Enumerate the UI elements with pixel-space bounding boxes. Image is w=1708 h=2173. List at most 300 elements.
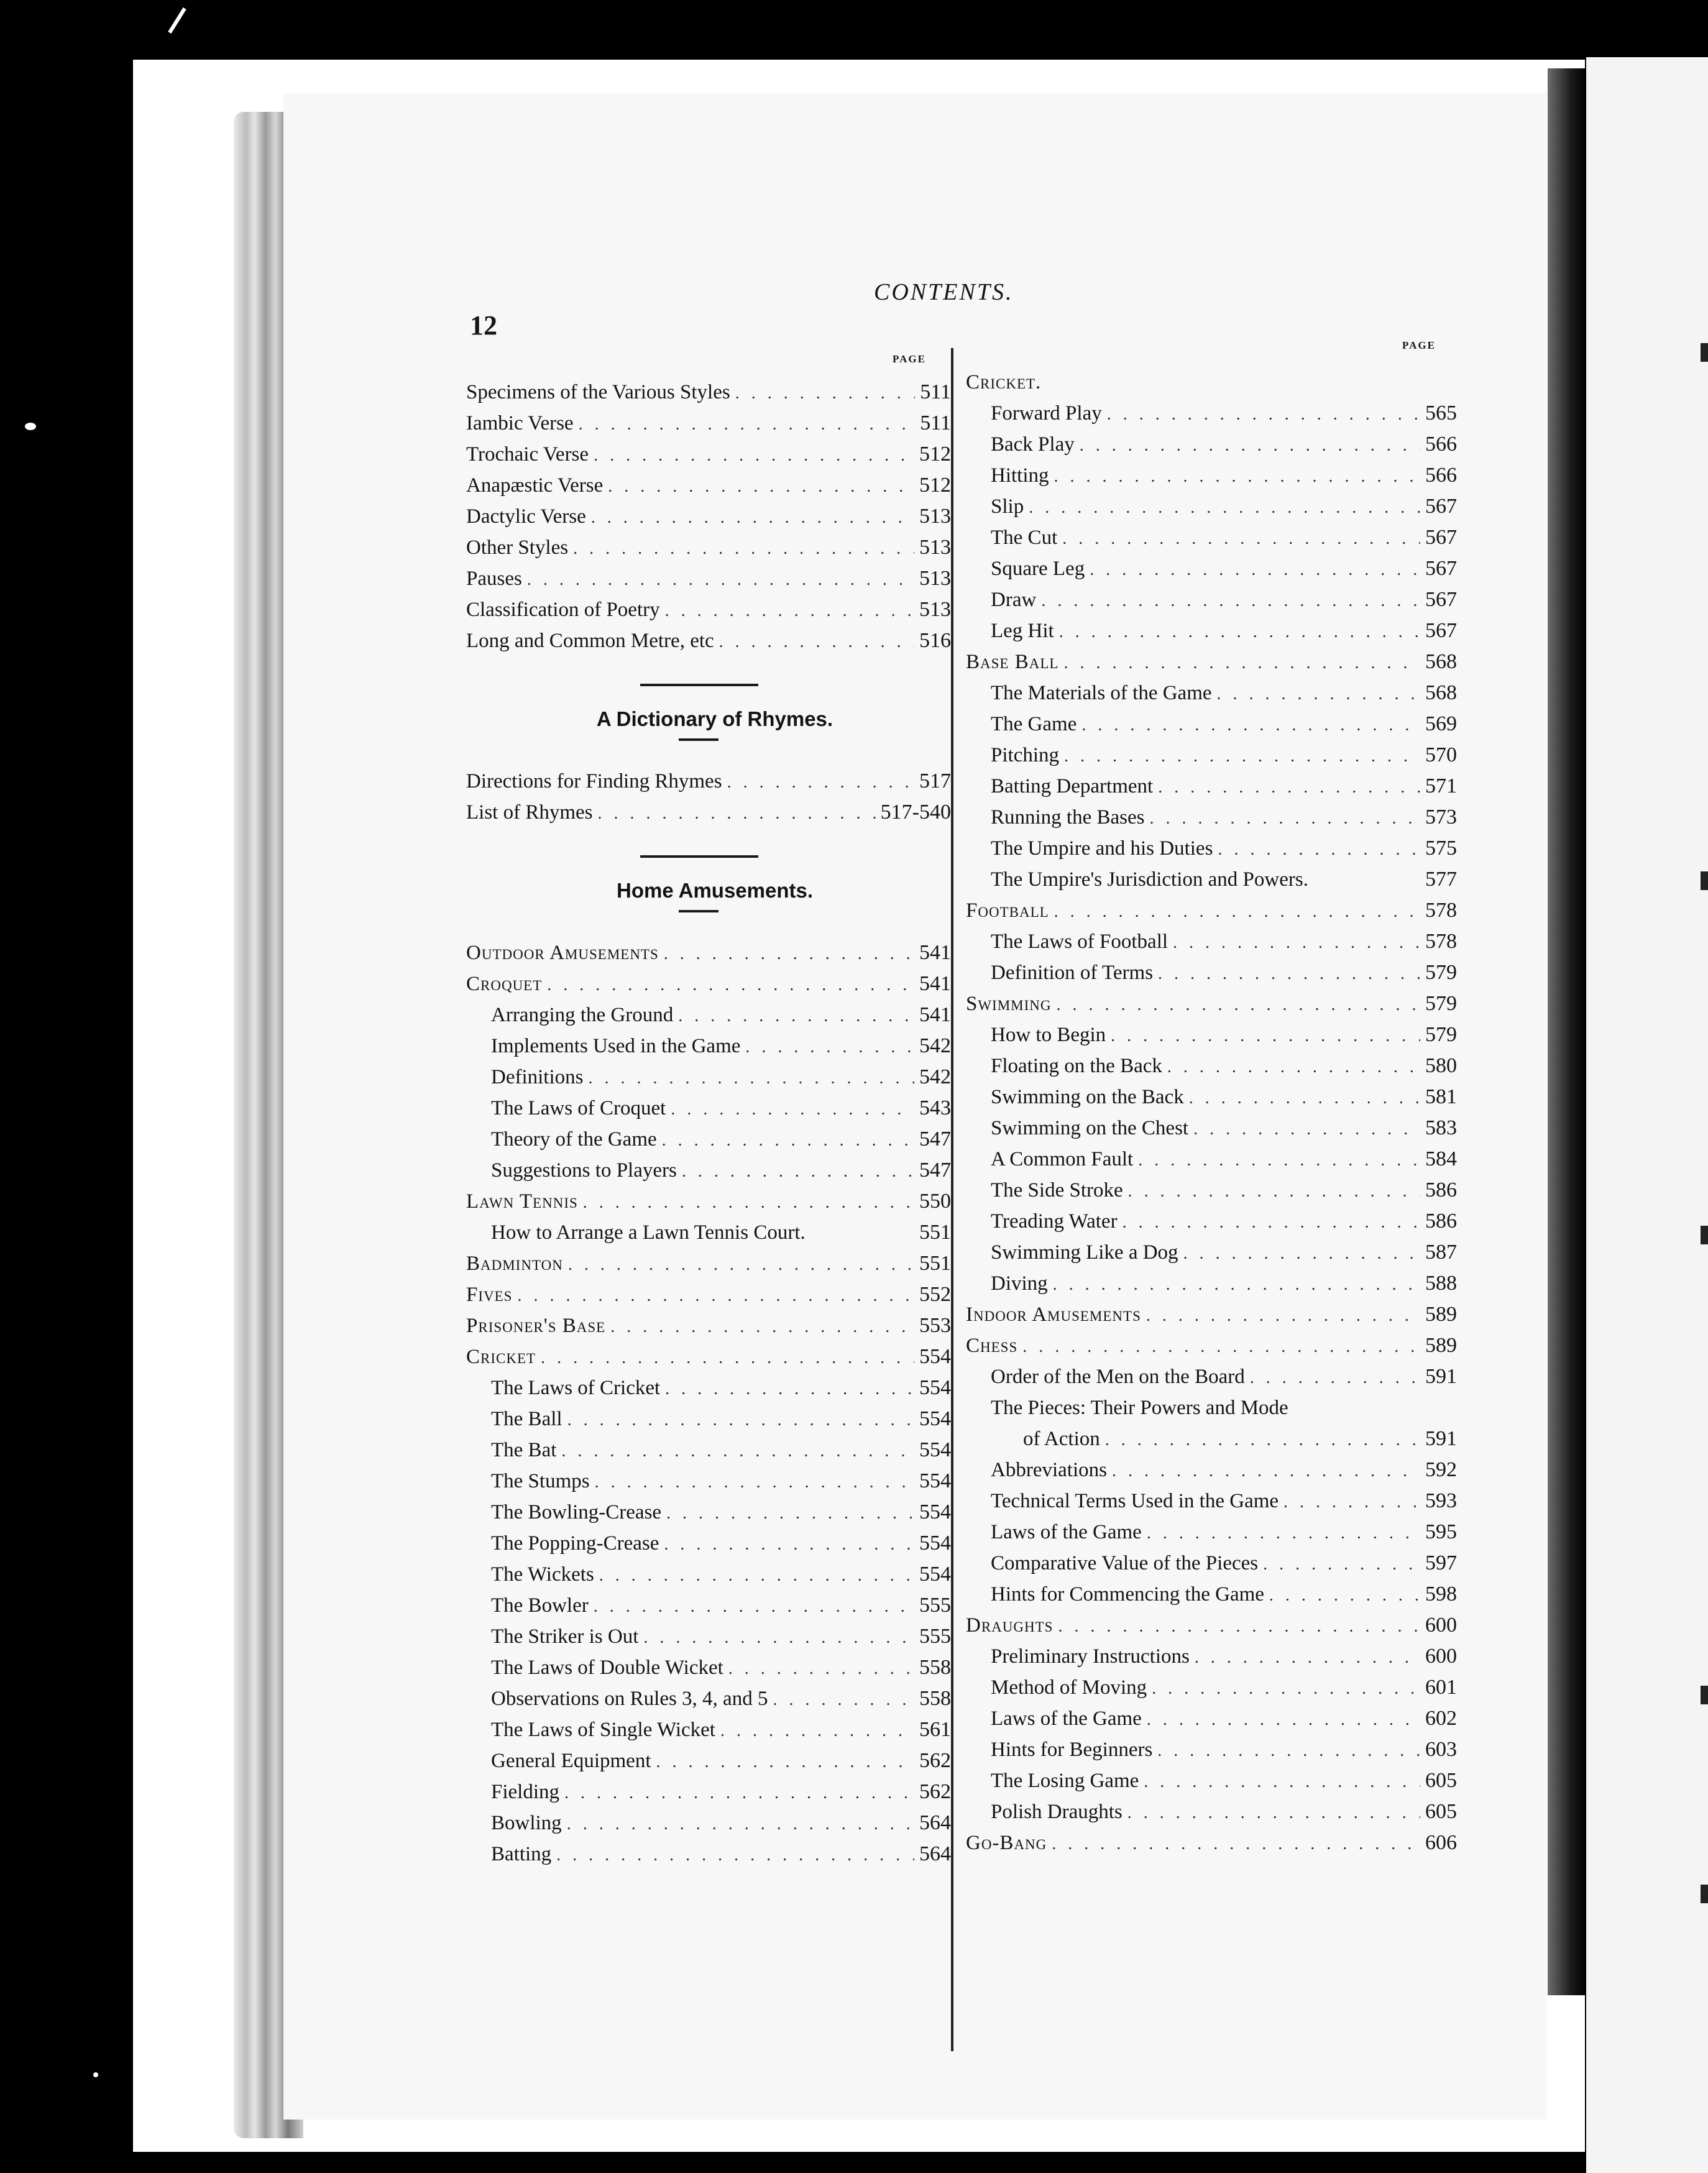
- toc-entry-title: Bowling: [491, 1812, 562, 1834]
- facing-page-glyph: [1701, 871, 1708, 890]
- dot-leader: [588, 1063, 914, 1094]
- left-column: [466, 377, 951, 1870]
- toc-entry: [966, 1144, 1457, 1175]
- toc-entry-title: Badminton: [466, 1252, 563, 1275]
- toc-entry-page: 597: [1425, 1551, 1457, 1574]
- dot-leader: [579, 409, 916, 440]
- dot-leader: [573, 533, 914, 564]
- dot-leader: [664, 1529, 914, 1560]
- toc-entry: [966, 460, 1457, 491]
- toc-entry: [466, 470, 951, 501]
- toc-entry: [966, 771, 1457, 802]
- rhymes-entries: [466, 766, 951, 828]
- toc-entry-title: Treading Water: [991, 1210, 1118, 1233]
- toc-entry: [966, 522, 1457, 553]
- toc-entry: [966, 1361, 1457, 1392]
- toc-entry-title: Classification of Poetry: [466, 599, 660, 621]
- toc-entry-page: 565: [1425, 402, 1457, 425]
- dot-leader: [1053, 1269, 1420, 1300]
- toc-entry: [466, 1341, 951, 1372]
- dot-leader: [556, 1840, 914, 1871]
- dot-leader: [1112, 1456, 1420, 1487]
- facing-page-glyph: [1701, 343, 1708, 362]
- toc-entry-title: Chess: [966, 1335, 1018, 1357]
- dot-leader: [598, 798, 876, 829]
- toc-entry-title: Method of Moving: [991, 1676, 1147, 1699]
- facing-page-glyph: [1701, 1885, 1708, 1903]
- toc-entry-page: 567: [1425, 526, 1457, 549]
- toc-entry-title: Technical Terms Used in the Game: [991, 1490, 1279, 1512]
- dot-leader: [608, 471, 914, 502]
- toc-entry: [466, 625, 951, 656]
- toc-entry-page: 541: [919, 972, 951, 995]
- toc-entry-title: Cricket.: [966, 371, 1042, 393]
- toc-entry-page: 541: [919, 1003, 951, 1026]
- dot-leader: [1138, 1145, 1420, 1176]
- toc-entry-title: Directions for Finding Rhymes: [466, 770, 722, 792]
- toc-entry-page: 586: [1425, 1178, 1457, 1201]
- toc-entry-title: Indoor Amusements: [966, 1303, 1141, 1326]
- toc-entry-page: 512: [919, 474, 951, 497]
- toc-entry-title: Arranging the Ground: [491, 1004, 674, 1026]
- toc-entry: [466, 1124, 951, 1155]
- toc-entry: [966, 802, 1457, 833]
- dot-leader: [1111, 1021, 1420, 1052]
- toc-entry-title: The Losing Game: [991, 1770, 1139, 1792]
- toc-entry: [966, 988, 1457, 1019]
- dot-leader: [1128, 1176, 1420, 1207]
- toc-entry: [466, 1808, 951, 1839]
- dot-leader: [643, 1622, 914, 1653]
- dot-leader: [595, 1467, 914, 1498]
- toc-entry: [966, 1082, 1457, 1113]
- toc-entry-page: 579: [1425, 961, 1457, 984]
- toc-entry-title: Swimming on the Back: [991, 1086, 1184, 1108]
- dot-leader: [1090, 554, 1420, 586]
- toc-entry: [466, 766, 951, 797]
- dot-leader: [773, 1684, 914, 1716]
- dot-leader: [1152, 1673, 1420, 1704]
- dot-leader: [1193, 1114, 1420, 1145]
- dot-leader: [1081, 710, 1420, 741]
- dot-leader: [567, 1405, 914, 1436]
- dot-leader: [665, 1374, 914, 1405]
- toc-entry-page: 573: [1425, 806, 1457, 829]
- toc-entry-page: 554: [919, 1532, 951, 1555]
- dot-leader: [1057, 990, 1420, 1021]
- toc-entry-page: 547: [919, 1128, 951, 1151]
- toc-entry-title: Swimming Like a Dog: [991, 1241, 1178, 1264]
- toc-entry-page: 584: [1425, 1147, 1457, 1170]
- toc-entry-title: Forward Play: [991, 402, 1102, 425]
- toc-entry-title: List of Rhymes: [466, 801, 593, 824]
- toc-entry-title: The Umpire and his Duties: [991, 837, 1213, 860]
- toc-entry-page: 542: [919, 1034, 951, 1057]
- dot-leader: [547, 970, 914, 1001]
- dot-leader: [564, 1778, 914, 1809]
- toc-entry: [466, 1279, 951, 1310]
- dot-leader: [1173, 927, 1420, 958]
- dot-leader: [1147, 1518, 1420, 1549]
- toc-entry-title: Definitions: [491, 1066, 584, 1088]
- dot-leader: [594, 1591, 914, 1622]
- dot-leader: [610, 1312, 914, 1343]
- toc-entry: [466, 797, 951, 828]
- toc-entry-title: Back Play: [991, 433, 1075, 456]
- toc-entry: [966, 1579, 1457, 1610]
- toc-entry-title: Abbreviations: [991, 1459, 1107, 1481]
- toc-entry: [966, 491, 1457, 522]
- toc-entry-page: 513: [919, 536, 951, 559]
- toc-entry: [466, 1403, 951, 1435]
- toc-entry-title: A Common Fault: [991, 1148, 1134, 1170]
- toc-entry-page: 564: [919, 1842, 951, 1865]
- toc-entry-title: The Ball: [491, 1408, 562, 1430]
- toc-entry-title: How to Begin: [991, 1024, 1106, 1046]
- facing-page-glyph: [1701, 1226, 1708, 1244]
- toc-entry-title: The Side Stroke: [991, 1179, 1123, 1201]
- toc-entry: [966, 429, 1457, 460]
- toc-entry: [966, 398, 1457, 429]
- toc-entry-page: 601: [1425, 1676, 1457, 1699]
- dot-leader: [594, 440, 914, 471]
- dot-leader: [1158, 772, 1420, 803]
- toc-entry-title: Draughts: [966, 1614, 1054, 1637]
- toc-entry-page: 591: [1425, 1427, 1457, 1450]
- toc-entry: [466, 1528, 951, 1559]
- toc-entry-page: 605: [1425, 1769, 1457, 1792]
- toc-entry: [966, 1517, 1457, 1548]
- dot-leader: [1149, 803, 1420, 834]
- dot-leader: [1158, 958, 1420, 990]
- dot-leader: [671, 1094, 914, 1125]
- toc-entry-page: 517-540: [880, 801, 951, 824]
- toc-entry-page: 555: [919, 1625, 951, 1648]
- facing-page-edge: [1586, 57, 1708, 2173]
- toc-entry-page: 595: [1425, 1520, 1457, 1543]
- dot-leader: [1195, 1642, 1420, 1673]
- toc-entry-title: of Action: [1023, 1428, 1100, 1450]
- toc-entry: [966, 1423, 1457, 1454]
- dot-leader: [599, 1560, 914, 1591]
- dot-leader: [1250, 1362, 1420, 1394]
- toc-entry: [466, 968, 951, 999]
- dot-leader: [1263, 1549, 1420, 1580]
- toc-entry: [966, 1268, 1457, 1299]
- dot-leader: [1183, 1238, 1420, 1269]
- toc-entry-page: 558: [919, 1656, 951, 1679]
- toc-entry: [466, 408, 951, 439]
- toc-entry-page: 561: [919, 1718, 951, 1741]
- toc-entry-page: 542: [919, 1065, 951, 1088]
- toc-entry-title: How to Arrange a Lawn Tennis Court.: [491, 1221, 806, 1244]
- toc-entry: [966, 1703, 1457, 1734]
- toc-entry-page: 562: [919, 1749, 951, 1772]
- toc-entry: [466, 1186, 951, 1217]
- toc-entry-page: 603: [1425, 1738, 1457, 1761]
- toc-entry-title: Batting Department: [991, 775, 1154, 797]
- toc-entry-page: 558: [919, 1687, 951, 1710]
- toc-entry-title: Swimming on the Chest: [991, 1117, 1189, 1139]
- toc-entry-title: Polish Draughts: [991, 1801, 1123, 1823]
- toc-entry: [966, 740, 1457, 771]
- toc-entry-title: Suggestions to Players: [491, 1159, 677, 1182]
- toc-entry-page: 581: [1425, 1085, 1457, 1108]
- dot-leader: [1189, 1083, 1420, 1114]
- toc-entry-title: Hints for Commencing the Game: [991, 1583, 1264, 1606]
- toc-entry: [966, 1610, 1457, 1641]
- toc-entry: [466, 501, 951, 532]
- toc-entry: [966, 646, 1457, 678]
- dot-leader: [1127, 1798, 1420, 1829]
- toc-entry-title: Implements Used in the Game: [491, 1035, 741, 1057]
- toc-entry: [466, 1248, 951, 1279]
- dot-leader: [678, 1001, 914, 1032]
- toc-entry: [466, 1031, 951, 1062]
- dot-leader: [1058, 1611, 1420, 1642]
- toc-entry: [966, 833, 1457, 864]
- toc-entry-page: 570: [1425, 743, 1457, 766]
- toc-entry-page: 568: [1425, 650, 1457, 673]
- toc-entry: [966, 1050, 1457, 1082]
- toc-entry: [966, 1734, 1457, 1765]
- right-column: [966, 367, 1457, 1858]
- toc-entry-page: 553: [919, 1314, 951, 1337]
- toc-entry-page: 600: [1425, 1614, 1457, 1637]
- toc-entry-title: The Laws of Single Wicket: [491, 1719, 715, 1741]
- facing-page-glyph: [1701, 1686, 1708, 1704]
- toc-entry-page: 598: [1425, 1583, 1457, 1606]
- toc-entry: [966, 367, 1457, 398]
- toc-entry: [966, 864, 1457, 895]
- toc-entry-title: Outdoor Amusements: [466, 942, 659, 964]
- toc-entry: [466, 1093, 951, 1124]
- toc-entry-title: Fives: [466, 1284, 513, 1306]
- page-number: 12: [470, 310, 497, 341]
- toc-entry: [466, 1745, 951, 1776]
- toc-entry-title: Batting: [491, 1843, 552, 1865]
- toc-entry-page: 554: [919, 1563, 951, 1586]
- toc-entry-title: Hints for Beginners: [991, 1739, 1153, 1761]
- toc-entry: [466, 1590, 951, 1621]
- spine-shadow: [1548, 68, 1586, 1995]
- toc-entry: [966, 584, 1457, 615]
- toc-entry: [466, 1839, 951, 1870]
- toc-entry-page: 543: [919, 1096, 951, 1119]
- dot-leader: [1144, 1766, 1420, 1798]
- toc-entry: [966, 895, 1457, 926]
- toc-entry-page: 583: [1425, 1116, 1457, 1139]
- toc-entry-page: 587: [1425, 1241, 1457, 1264]
- toc-entry: [466, 594, 951, 625]
- dot-leader: [665, 595, 914, 627]
- dot-leader: [1123, 1207, 1420, 1238]
- toc-entry-title: Comparative Value of the Pieces: [991, 1552, 1259, 1574]
- column-divider: [951, 348, 953, 2051]
- dot-leader: [1146, 1300, 1420, 1331]
- toc-entry-title: The Cut: [991, 526, 1058, 549]
- toc-entry-page: 554: [919, 1469, 951, 1492]
- toc-entry-page: 555: [919, 1594, 951, 1617]
- toc-entry-title: Floating on the Back: [991, 1055, 1162, 1077]
- toc-entry-page: 577: [1425, 868, 1457, 891]
- toc-entry: [466, 1714, 951, 1745]
- section-title-rhymes: A Dictionary of Rhymes.: [596, 707, 833, 730]
- dot-leader: [1107, 399, 1420, 430]
- scan-speck: [93, 2072, 98, 2077]
- toc-entry: [466, 999, 951, 1031]
- scan-speck: [25, 423, 36, 430]
- dot-leader: [1059, 617, 1420, 648]
- toc-entry-page: 551: [919, 1252, 951, 1275]
- toc-entry: [466, 1435, 951, 1466]
- toc-entry-page: 589: [1425, 1334, 1457, 1357]
- toc-entry: [966, 1641, 1457, 1672]
- toc-entry-title: Trochaic Verse: [466, 443, 589, 466]
- toc-entry-page: 551: [919, 1221, 951, 1244]
- toc-entry: [966, 1827, 1457, 1858]
- dot-leader: [541, 1343, 914, 1374]
- toc-entry: [466, 1559, 951, 1590]
- dot-leader: [1041, 586, 1420, 617]
- toc-entry-title: Anapæstic Verse: [466, 474, 604, 497]
- toc-entry: [966, 1175, 1457, 1206]
- toc-entry: [466, 1621, 951, 1652]
- toc-entry-title: Cricket: [466, 1346, 536, 1368]
- toc-entry-title: Laws of the Game: [991, 1707, 1142, 1730]
- toc-entry-page: 567: [1425, 495, 1457, 518]
- toc-entry-title: The Laws of Double Wicket: [491, 1656, 723, 1679]
- right-column-entries: [966, 367, 1457, 1858]
- toc-entry-title: Croquet: [466, 973, 543, 995]
- toc-entry: [466, 1372, 951, 1403]
- toc-entry-title: The Wickets: [491, 1563, 594, 1586]
- toc-entry-page: 550: [919, 1190, 951, 1213]
- toc-entry: [466, 1217, 951, 1248]
- toc-entry-page: 567: [1425, 557, 1457, 580]
- toc-entry: [966, 1019, 1457, 1050]
- toc-entry-page: 592: [1425, 1458, 1457, 1481]
- toc-entry-page: 586: [1425, 1210, 1457, 1233]
- toc-entry-page: 554: [919, 1345, 951, 1368]
- dot-leader: [666, 1498, 914, 1529]
- toc-entry-page: 516: [919, 629, 951, 652]
- dot-leader: [728, 1653, 914, 1684]
- toc-entry: [966, 678, 1457, 709]
- dot-leader: [527, 564, 914, 595]
- toc-entry-page: 517: [919, 770, 951, 792]
- dot-leader: [1063, 648, 1420, 679]
- toc-entry-page: 512: [919, 443, 951, 466]
- toc-entry-title: The Materials of the Game: [991, 682, 1212, 704]
- toc-entry-page: 554: [919, 1500, 951, 1523]
- dot-leader: [656, 1747, 915, 1778]
- toc-entry: [966, 1392, 1457, 1423]
- toc-entry-title: The Laws of Football: [991, 930, 1169, 953]
- dot-leader: [1022, 1331, 1420, 1362]
- toc-entry-title: The Game: [991, 713, 1077, 735]
- toc-entry-page: 564: [919, 1811, 951, 1834]
- toc-entry-page: 589: [1425, 1303, 1457, 1326]
- toc-entry-title: The Laws of Croquet: [491, 1097, 666, 1119]
- toc-entry-page: 552: [919, 1283, 951, 1306]
- toc-entry-title: Pitching: [991, 744, 1060, 766]
- toc-entry: [466, 1497, 951, 1528]
- toc-entry-page: 569: [1425, 712, 1457, 735]
- toc-entry-title: Long and Common Metre, etc: [466, 630, 714, 652]
- dot-leader: [1283, 1487, 1420, 1518]
- dot-leader: [1218, 834, 1420, 865]
- toc-entry-title: Leg Hit: [991, 620, 1054, 642]
- left-page-column-label: PAGE: [893, 353, 926, 365]
- toc-entry-title: The Bowler: [491, 1594, 589, 1617]
- toc-entry-title: Other Styles: [466, 536, 569, 559]
- toc-entry-title: Pauses: [466, 567, 522, 590]
- toc-entry-page: 547: [919, 1159, 951, 1182]
- toc-entry: [466, 1466, 951, 1497]
- toc-entry-page: 513: [919, 505, 951, 528]
- toc-entry-title: Prisoner's Base: [466, 1315, 606, 1337]
- dot-leader: [1167, 1052, 1420, 1083]
- toc-entry: [966, 615, 1457, 646]
- toc-entry-page: 578: [1425, 930, 1457, 953]
- toc-entry-title: Preliminary Instructions: [991, 1645, 1190, 1668]
- dot-leader: [1064, 741, 1420, 772]
- toc-entry: [466, 563, 951, 594]
- toc-entry-page: 602: [1425, 1707, 1457, 1730]
- toc-entry-page: 513: [919, 567, 951, 590]
- toc-entry-title: Definition of Terms: [991, 962, 1154, 984]
- section-rule: [640, 684, 758, 686]
- toc-entry: [966, 1299, 1457, 1330]
- toc-entry: [466, 1062, 951, 1093]
- toc-entry: [966, 926, 1457, 957]
- dot-leader: [664, 939, 914, 970]
- toc-entry: [966, 1330, 1457, 1361]
- dot-leader: [745, 1032, 914, 1063]
- toc-entry-page: 511: [920, 380, 951, 403]
- toc-entry: [966, 957, 1457, 988]
- toc-entry: [966, 1548, 1457, 1579]
- dot-leader: [568, 1249, 914, 1280]
- dot-leader: [583, 1187, 914, 1218]
- dot-leader: [719, 627, 914, 658]
- dot-leader: [567, 1809, 914, 1840]
- dot-leader: [1080, 430, 1420, 461]
- section-title-home-amusements: Home Amusements.: [616, 879, 814, 902]
- toc-entry: [466, 532, 951, 563]
- toc-entry-title: The Popping-Crease: [491, 1532, 659, 1555]
- scan-mark: [168, 7, 186, 34]
- toc-entry-page: 579: [1425, 992, 1457, 1015]
- toc-entry: [466, 377, 951, 408]
- dot-leader: [735, 378, 916, 409]
- toc-entry-title: Iambic Verse: [466, 412, 574, 434]
- toc-entry-page: 566: [1425, 433, 1457, 456]
- toc-entry-page: 568: [1425, 681, 1457, 704]
- toc-entry-page: 579: [1425, 1023, 1457, 1046]
- toc-entry-page: 575: [1425, 837, 1457, 860]
- toc-entry: [466, 1155, 951, 1186]
- toc-entry-title: General Equipment: [491, 1750, 651, 1772]
- toc-entry-page: 541: [919, 941, 951, 964]
- toc-entry-page: 567: [1425, 619, 1457, 642]
- toc-entry-title: Observations on Rules 3, 4, and 5: [491, 1688, 768, 1710]
- toc-entry-title: Theory of the Game: [491, 1128, 657, 1151]
- dot-leader: [517, 1280, 914, 1312]
- toc-entry-page: 578: [1425, 899, 1457, 922]
- toc-entry: [966, 1454, 1457, 1486]
